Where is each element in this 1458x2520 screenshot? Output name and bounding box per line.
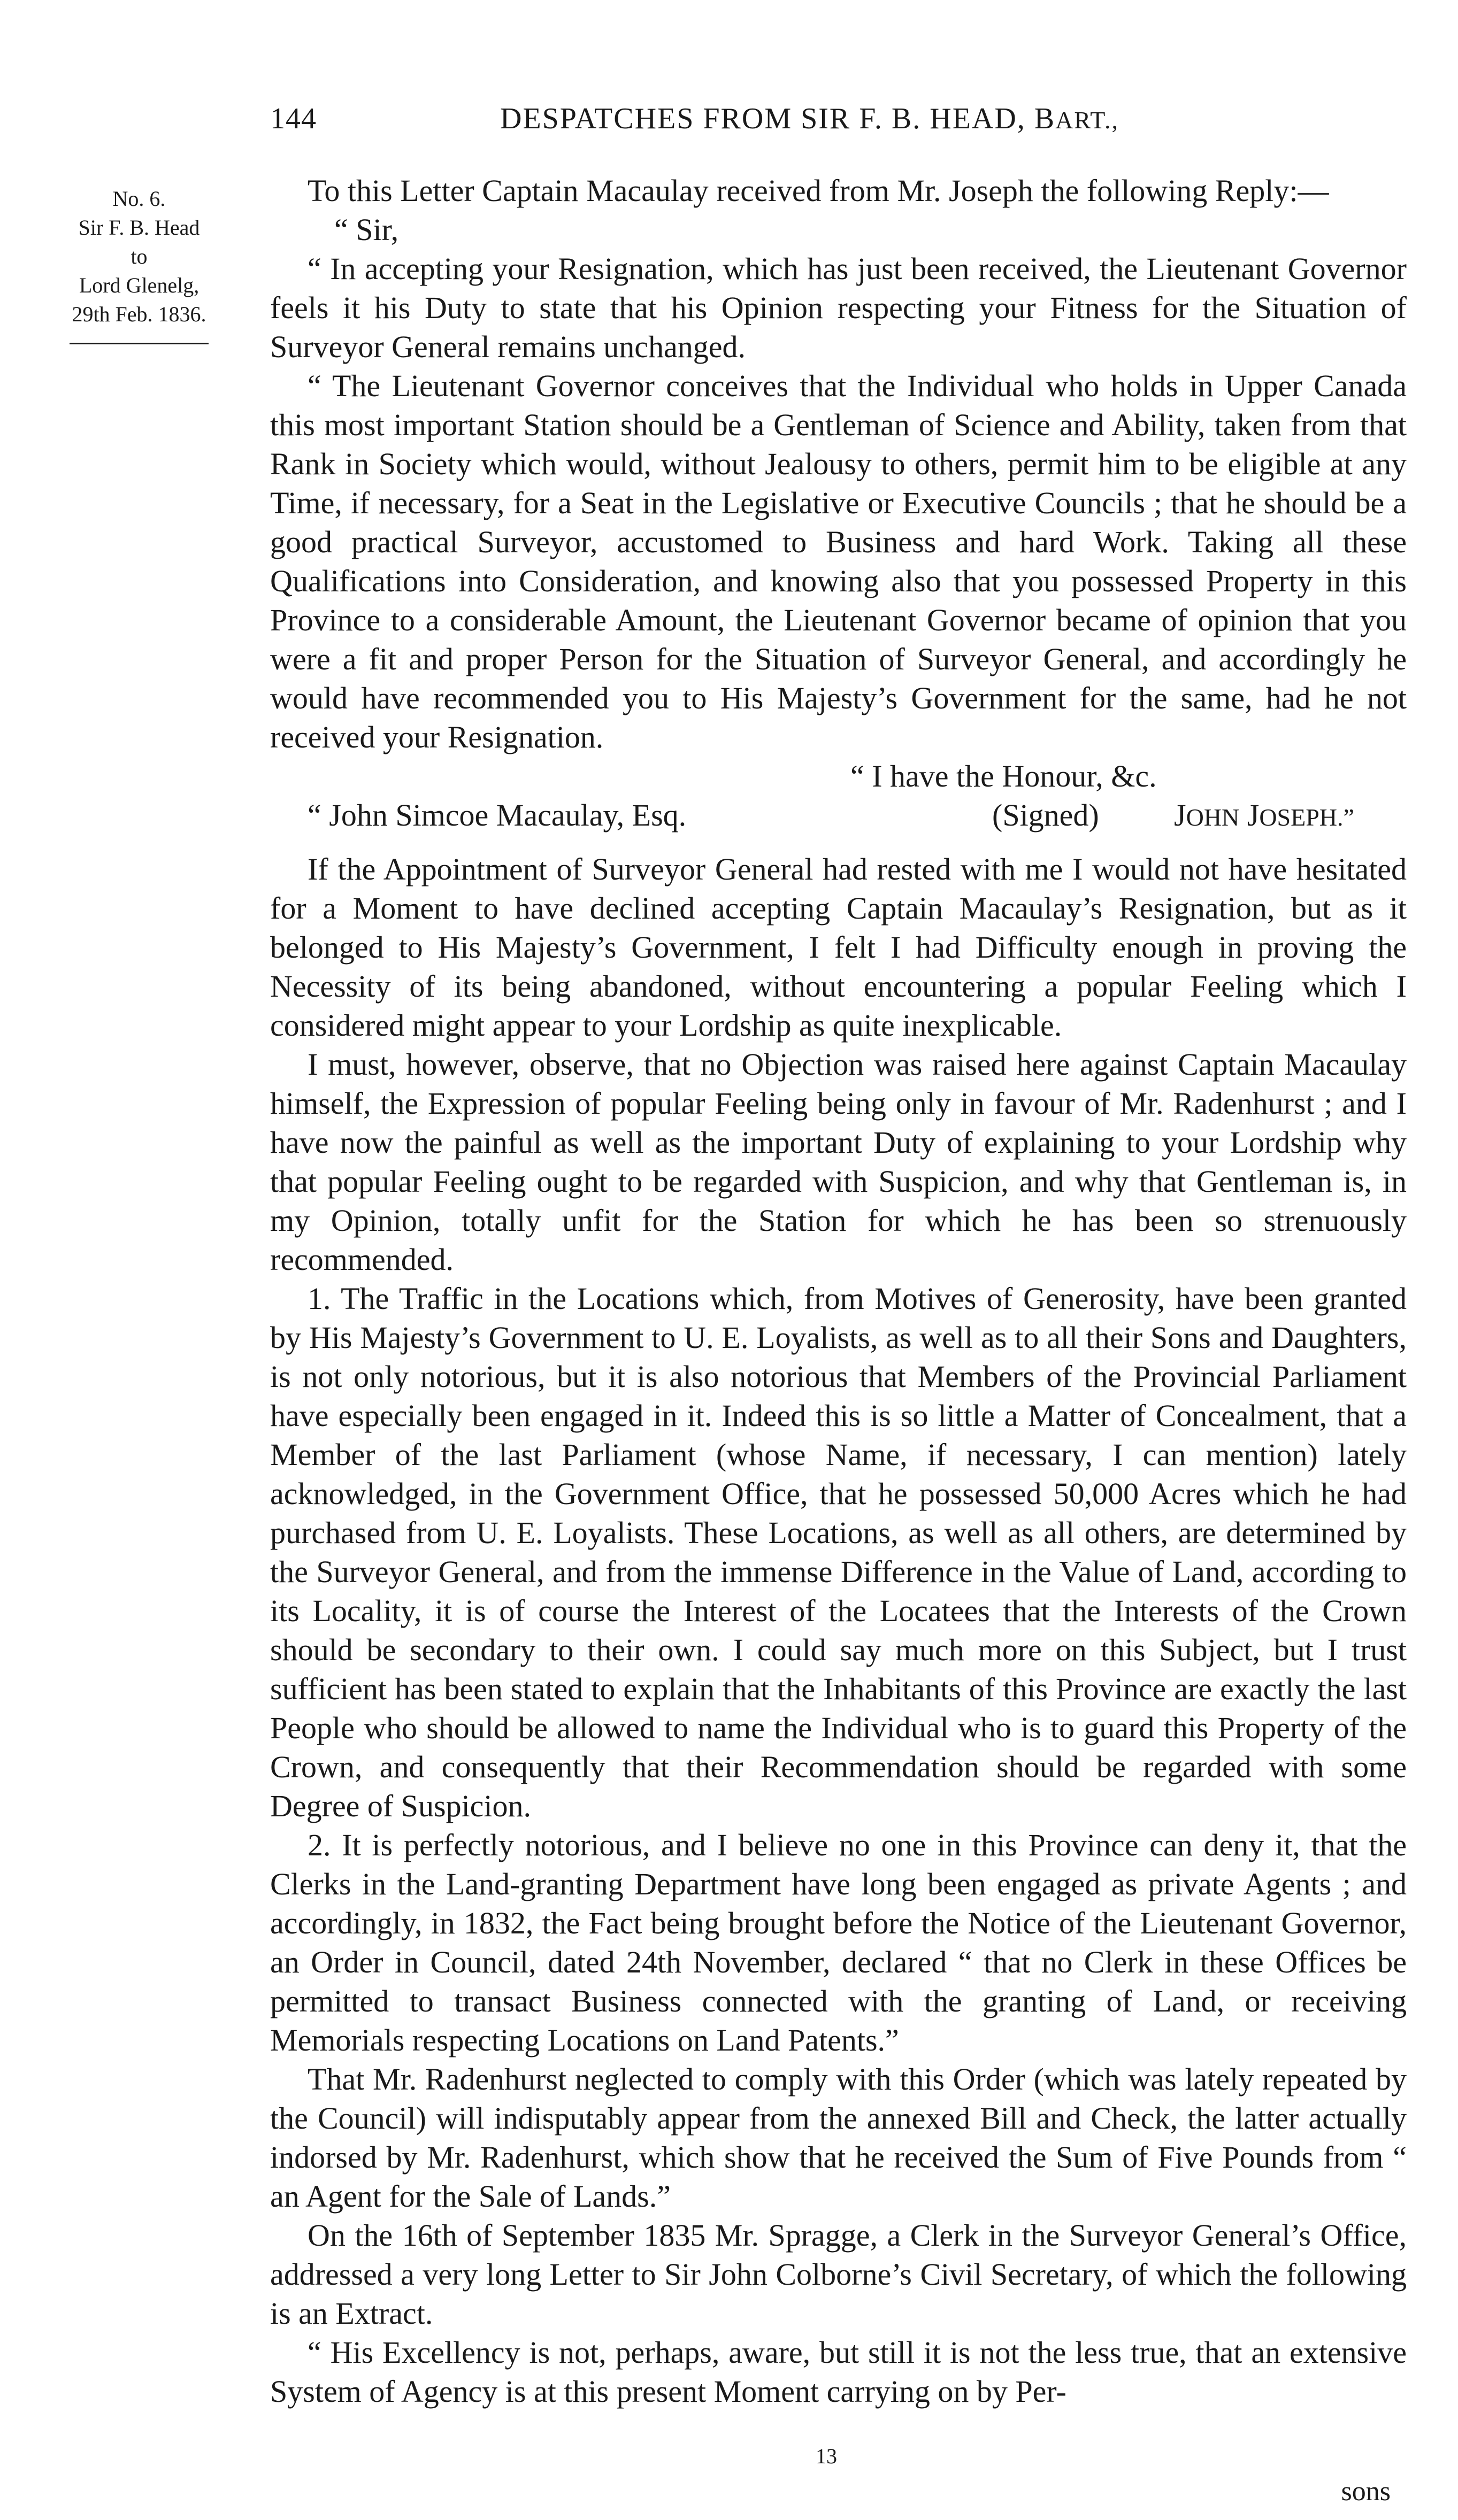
- signature-mark: 13: [816, 2444, 837, 2468]
- signer-last-name: OSEPH.”: [1259, 804, 1354, 831]
- running-title-smallcaps: ART.,: [1055, 106, 1119, 134]
- letter-signer: [1174, 796, 1354, 837]
- letter-salutation: “ Sir,: [334, 212, 399, 247]
- letter-addressee: “ John Simcoe Macaulay, Esq.: [308, 798, 687, 833]
- margin-note-recipient: Lord Glenelg,: [79, 273, 199, 297]
- paragraph-1: If the Appointment of Surveyor General had rested with me I would not have hesitated for a Moment to have declined accepting Captain Macaulay’s Resignation, but as it belonged to His Majesty’s Government, I felt I had Difficulty enough in proving the Necessity of its being abandoned, without encountering a popular Feeling which I considered might appear to your Lordship as quite inexplicable.: [270, 852, 1407, 1043]
- running-title-main: DESPATCHES FROM SIR F. B. HEAD, B: [500, 102, 1056, 135]
- main-text: [270, 171, 1407, 2411]
- paragraph-4: 2. It is perfectly notorious, and I believe no one in this Province can deny it, that the Clerks in the Land-granting Department have long been engaged as private Agents ; and accordingly, in 1832, the Fact being brought before the Notice of the Lieutenant Governor, an Order in Council, dated 24th November, declared “ that no Clerk in these Offices be permitted to transact Business connected with the granting of Land, or receiving Memorials respecting Locations on Land Patents.”: [270, 1828, 1407, 2057]
- signed-label: (Signed): [992, 798, 1099, 833]
- running-title: [500, 102, 1119, 136]
- margin-note-date: 29th Feb. 1836.: [72, 302, 206, 326]
- page-footer: [270, 2444, 1407, 2508]
- paragraph-3: 1. The Traffic in the Locations which, from Motives of Generosity, have been granted by His Majesty’s Government to U. E. Loyalists, as well as to all their Sons and Daughters, is not only notorious, but it is also notorious that Members of the Provincial Parliament have especially been engaged in it. Indeed this is so little a Matter of Concealment, that a Member of the last Parliament (whose Name, if necessary, I can mention) lately acknowledged, in the Government Office, that he possessed 50,000 Acres which he had purchased from U. E. Loyalists. These Locations, as well as all others, are determined by the Surveyor General, and from the immense Difference in the Value of Land, according to its Locality, it is of course the Interest of the Locatees that the Interests of the Crown should be secondary to their own. I could say much more on this Subject, but I trust sufficient has been stated to explain that the Inhabitants of this Province are exactly the last People who should be allowed to name the Individual who is to guard this Property of the Crown, and consequently that their Recommendation should be regarded with some Degree of Suspicion.: [270, 1281, 1407, 1823]
- catchword: sons: [1341, 2476, 1391, 2507]
- margin-note-sender: Sir F. B. Head: [78, 215, 200, 240]
- margin-note-number: No. 6.: [112, 187, 166, 211]
- signature-line: [270, 796, 1407, 837]
- letter-paragraph-1: “ In accepting your Resignation, which has just been received, the Lieutenant Governor feels it his Duty to state that his Opinion respecting your Fitness for the Situation of Surveyor General remains unchanged.: [270, 251, 1407, 364]
- page-number: 144: [270, 102, 317, 135]
- paragraph-2: I must, however, observe, that no Objection was raised here against Captain Macaulay himself, the Expression of popular Feeling being only in favour of Mr. Radenhurst ; and I have now the painful as well as the important Duty of explaining to your Lordship why that popular Feeling ought to be regarded with Suspicion, and why that Gentleman is, in my Opinion, totally unfit for the Station for which he has been so strenuously recommended.: [270, 1047, 1407, 1277]
- letter-closing: “ I have the Honour, &c.: [850, 759, 1157, 793]
- margin-note-to: to: [131, 244, 148, 268]
- page-header: [270, 102, 1404, 150]
- margin-note: [21, 184, 257, 344]
- paragraph-6: On the 16th of September 1835 Mr. Spragge, a Clerk in the Surveyor General’s Office, addressed a very long Letter to Sir John Colborne’s Civil Secretary, of which the following is an Extract.: [270, 2218, 1407, 2331]
- paragraph-5: That Mr. Radenhurst neglected to comply with this Order (which was lately repeated by the Council) will indisputably appear from the annexed Bill and Check, the latter actually indorsed by Mr. Radenhurst, which show that he received the Sum of Five Pounds from “ an Agent for the Sale of Lands.”: [270, 2062, 1407, 2214]
- signer-initial-last: J: [1239, 798, 1260, 833]
- intro-paragraph: To this Letter Captain Macaulay received from Mr. Joseph the following Reply:—: [308, 173, 1329, 208]
- margin-note-rule: [70, 343, 209, 344]
- letter-paragraph-2: “ The Lieutenant Governor conceives that the Individual who holds in Upper Canada this most important Station should be a Gentleman of Science and Ability, taken from that Rank in Society which would, without Jealousy to others, permit him to be eligible at any Time, if necessary, for a Seat in the Legislative or Executive Councils ; that he should be a good practical Surveyor, accustomed to Business and hard Work. Taking all these Qualifications into Consideration, and knowing also that you possessed Property in this Province to a considerable Amount, the Lieutenant Governor became of opinion that you were a fit and proper Person for the Situation of Surveyor General, and accordingly he would have recommended you to His Majesty’s Government for the same, had he not received your Resignation.: [270, 368, 1407, 754]
- signer-initial-first: J: [1174, 798, 1186, 833]
- signer-first-name: OHN: [1186, 804, 1240, 831]
- paragraph-7: “ His Excellency is not, perhaps, aware, but still it is not the less true, that an extensive System of Agency is at this present Moment carrying on by Per-: [270, 2335, 1407, 2409]
